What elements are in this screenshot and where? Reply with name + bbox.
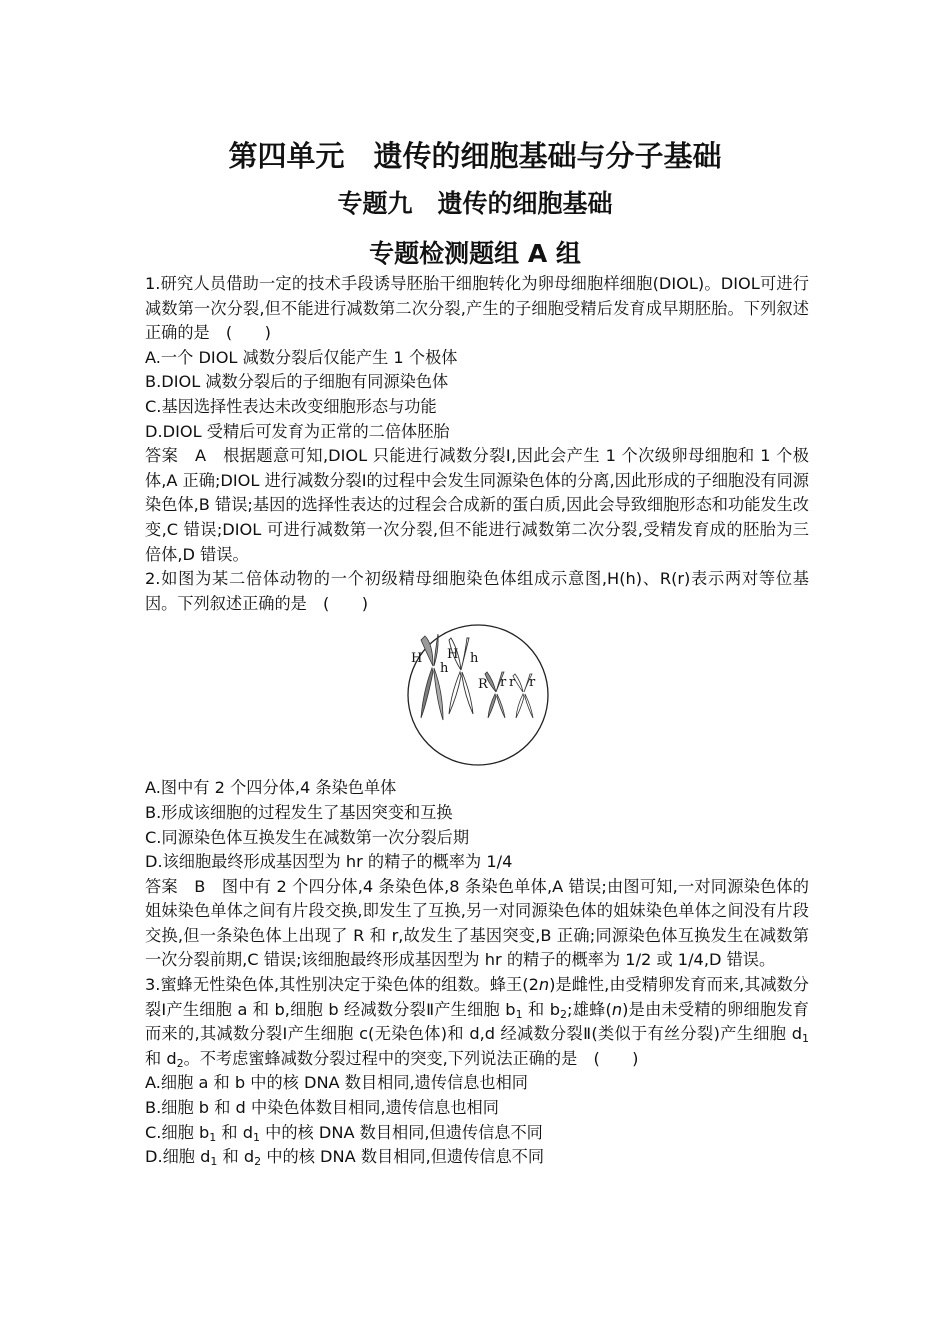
q1-option-c: C.基因选择性表达未改变细胞形态与功能 [145, 396, 437, 416]
q2-option-a: A.图中有 2 个四分体,4 条染色单体 [145, 778, 397, 798]
group-title: 专题检测题组 A 组 [369, 239, 581, 268]
q3-option-a: A.细胞 a 和 b 中的核 DNA 数目相同,遗传信息也相同 [145, 1073, 528, 1093]
topic-title: 专题九 遗传的细胞基础 [337, 189, 613, 218]
q1-stem: 1.研究人员借助一定的技术手段诱导胚胎干细胞转化为卵母细胞样细胞(DIOL)。DIOL可进行减数第一次分裂,但不能进行减数第二次分裂,产生的子细胞受精后发育成早期胚胎。下列叙述正确的是 ( ) [145, 274, 809, 343]
q2-option-b: B.形成该细胞的过程发生了基因突变和互换 [145, 802, 453, 822]
question-content [145, 272, 809, 1170]
q3-option-c: C.细胞 $b_1$ 和 $d_1$ 中的核 DNA 数目相同,但遗传信息不同 [145, 1122, 543, 1144]
label-R: R [478, 677, 488, 693]
label-r-3: r [529, 675, 536, 691]
cell-diagram [403, 622, 553, 768]
q2-stem: 2.如图为某二倍体动物的一个初级精母细胞染色体组成示意图,H(h)、R(r)表示两对等位基因。下列叙述正确的是 ( ) [145, 569, 809, 613]
label-r-1: r [500, 675, 507, 691]
label-H-right: H [447, 647, 459, 663]
q2-option-c: C.同源染色体互换发生在减数第一次分裂后期 [145, 827, 470, 847]
q1-option-b: B.DIOL 减数分裂后的子细胞有同源染色体 [145, 372, 449, 392]
unit-title: 第四单元 遗传的细胞基础与分子基础 [228, 139, 722, 173]
q1-answer: 答案 A 根据题意可知,DIOL 只能进行减数分裂Ⅰ,因此会产生 1 个次级卵母细胞和 1 个极体,A 正确;DIOL 进行减数分裂Ⅰ的过程中会发生同源染色体的分离,因此形成的子细胞没有同源染色体,B 错误;基因的选择性表达的过程会合成新的蛋白质,因此会导致细胞形态和功能发生改变,C 错误;DIOL 可进行减数第一次分裂,但不能进行减数第二次分裂,受精发育成的胚胎为三倍体,D 错误。 [145, 446, 809, 564]
q3-option-b: B.细胞 b 和 d 中染色体数目相同,遗传信息也相同 [145, 1098, 499, 1118]
q1-option-a: A.一个 DIOL 减数分裂后仅能产生 1 个极体 [145, 347, 458, 367]
q2-answer: 答案 B 图中有 2 个四分体,4 条染色体,8 条染色单体,A 错误;由图可知,一对同源染色体的姐妹染色单体之间有片段交换,即发生了互换,另一对同源染色体的姐妹染色单体之间没有片段交换,但一条染色体上出现了 R 和 r,故发生了基因突变,B 正确;同源染色体互换发生在减数第一次分裂前期,C 错误;该细胞最终形成基因型为 hr 的精子的概率为 1/2 或 1/4,D 错误。 [145, 876, 809, 970]
q3-option-d: D.细胞 $d_1$ 和 $d_2$ 中的核 DNA 数目相同,但遗传信息不同 [145, 1147, 545, 1169]
label-r-2: r [509, 675, 516, 691]
label-h-left: h [440, 661, 449, 677]
chromosome-figure [145, 622, 809, 770]
label-h-right: h [470, 651, 479, 667]
q2-option-d: D.该细胞最终形成基因型为 hr 的精子的概率为 1/4 [145, 852, 513, 872]
q1-option-d: D.DIOL 受精后可发育为正常的二倍体胚胎 [145, 421, 450, 441]
label-H-left: H [411, 651, 423, 667]
q3-stem: 3.蜜蜂无性染色体,其性别决定于染色体的组数。蜂王(2n)是雌性,由受精卵发育而来,其减数分裂Ⅰ产生细胞 a 和 b,细胞 b 经减数分裂Ⅱ产生细胞 $b_1$ 和 $b_2$;雄蜂(n)是由未受精的卵细胞发育而来的,其减数分裂Ⅰ产生细胞 c(无染色体)和 d,d 经减数分裂Ⅱ(类似于有丝分裂)产生细胞 $d_1$ 和 $d_2$。不考虑蜜蜂减数分裂过程中的突变,下列说法正确的是 ( ) [145, 975, 809, 1070]
